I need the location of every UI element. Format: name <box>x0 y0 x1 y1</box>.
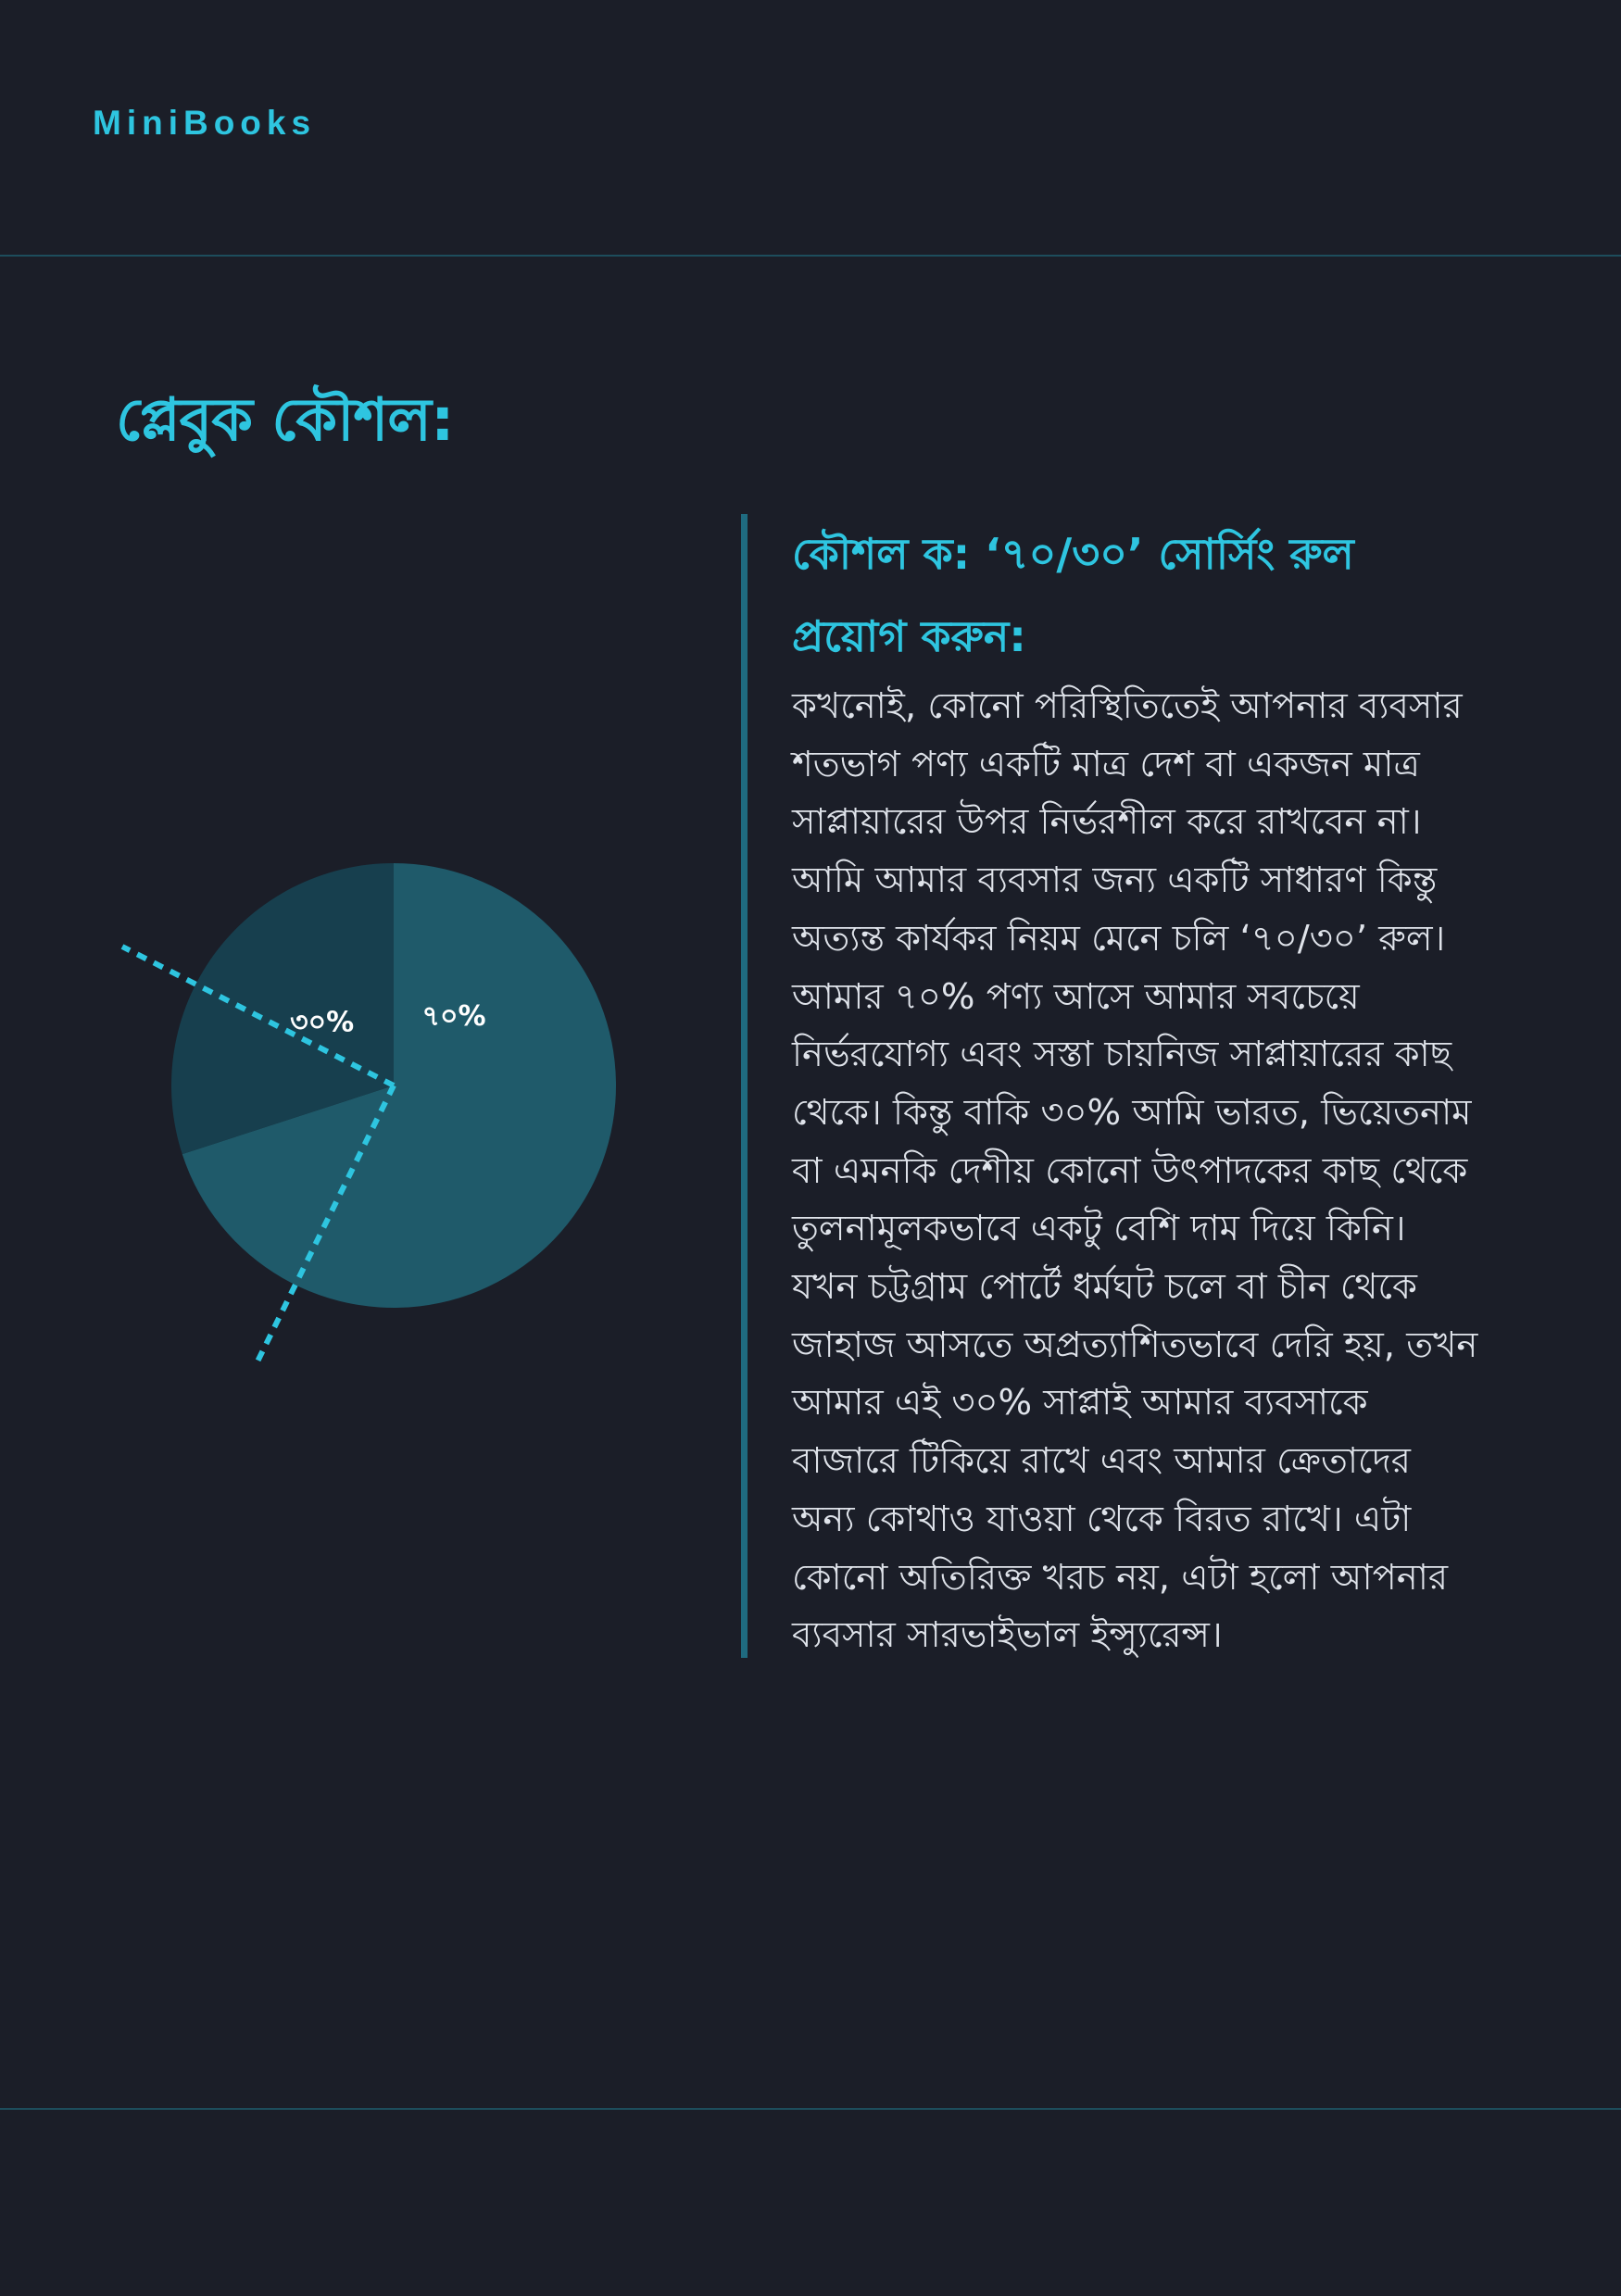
page-title: প্লেবুক কৌশল: <box>116 386 454 455</box>
strategy-panel <box>741 514 1510 1658</box>
pie-label-70: ৭০% <box>421 1000 486 1033</box>
pie-label-30: ৩০% <box>290 1006 355 1039</box>
brand-logo-text: MiniBooks <box>93 104 317 142</box>
footer-divider <box>0 2108 1621 2110</box>
section-heading <box>792 513 1510 678</box>
header-divider <box>0 255 1621 257</box>
section-heading-text: কৌশল ক: ‘৭০/৩০’ সোর্সিং রুল প্রয়োগ করুন: <box>792 529 1354 661</box>
section-body: কখনোই, কোনো পরিস্থিতিতেই আপনার ব্যবসার শতভাগ পণ্য একটি মাত্র দেশ বা একজন মাত্র সাপ্লায়ারের উপর নির্ভরশীল করে রাখবেন না। আমি আমার ব্যবসার জন্য একটি সাধারণ কিন্তু অত্যন্ত কার্যকর নিয়ম মেনে চলি ‘৭০/৩০’ রুল। আমার ৭০% পণ্য আসে আমার সবচেয়ে নির্ভরযোগ্য এবং সস্তা চায়নিজ সাপ্লায়ারের কাছ থেকে। কিন্তু বাকি ৩০% আমি ভারত, ভিয়েতনাম বা এমনকি দেশীয় কোনো উৎপাদকের কাছ থেকে তুলনামূলকভাবে একটু বেশি দাম দিয়ে কিনি। যখন চট্টগ্রাম পোর্টে ধর্মঘট চলে বা চীন থেকে জাহাজ আসতে অপ্রত্যাশিতভাবে দেরি হয়, তখন আমার এই ৩০% সাপ্লাই আমার ব্যবসাকে বাজারে টিকিয়ে রাখে এবং আমার ক্রেতাদের অন্য কোথাও যাওয়া থেকে বিরত রাখে। এটা কোনো অতিরিক্ত খরচ নয়, এটা হলো আপনার ব্যবসার সারভাইভাল ইন্স্যুরেন্স। <box>792 685 1478 1657</box>
pie-chart <box>93 834 685 1389</box>
